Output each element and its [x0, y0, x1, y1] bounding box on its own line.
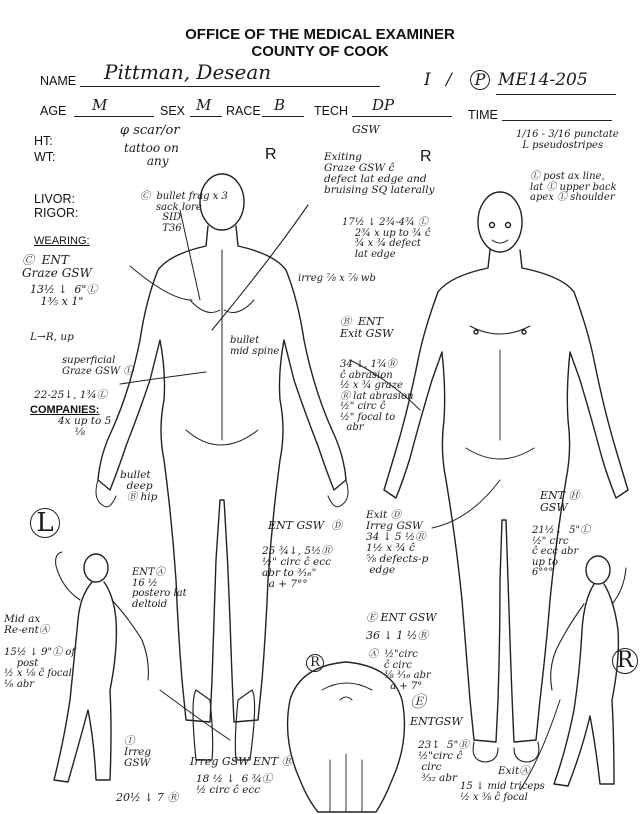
- entgsw-label: ENTGSW: [410, 715, 463, 728]
- bullet-mid-spine-note: bullet mid spine: [230, 335, 280, 357]
- ht-note: φ scar/or: [120, 123, 180, 138]
- form-title-office: OFFICE OF THE MEDICAL EXAMINER: [185, 26, 455, 43]
- tech-value: DP: [372, 96, 395, 114]
- irregular-wound-note: irreg ⅞ x ⅞ wb: [298, 273, 376, 284]
- case-mark-p: P: [470, 70, 490, 90]
- time-label: TIME: [468, 108, 498, 122]
- e-entry-gsw-note: Ⓔ ENT GSW: [366, 611, 437, 624]
- h-entry-note: ENT Ⓗ GSW: [540, 489, 580, 514]
- head-right-marker: R: [306, 654, 324, 672]
- i-bottom-measurement: 20½ ↓ 7 Ⓡ: [116, 791, 179, 804]
- right-marker-front: R: [420, 148, 432, 165]
- livor-label: LIVOR:: [34, 192, 75, 206]
- right-marker-back: R: [265, 146, 277, 163]
- wt-label: WT:: [34, 150, 56, 164]
- companies-label: COMPANIES:: [30, 404, 100, 416]
- superficial-graze-note: superficial Graze GSW Ⓛ: [62, 355, 134, 377]
- reentry-measurements: 15½ ↓ 9"Ⓛ of post ½ x ⅛ ĉ focal ⅟₆ abr: [4, 647, 76, 690]
- e-entry-measurements: 36 ↓ 1 ½Ⓡ: [366, 629, 429, 642]
- gsw-top-note: GSW: [352, 123, 380, 136]
- left-side-marker: L: [30, 508, 60, 538]
- a-exit-measurements: 15 ↓ mid triceps ½ x ⅜ ĉ focal: [460, 781, 545, 803]
- d-exit-irregular-note: Exit Ⓓ Irreg GSW 34 ↓ 5 ½Ⓡ 1½ x ¾ ĉ ⅝ defects-p edge: [366, 509, 429, 577]
- sex-value: M: [196, 96, 212, 114]
- ht-label: HT:: [34, 134, 53, 148]
- d-entry-gsw-note: ENT GSW Ⓓ: [268, 519, 343, 532]
- c-entry-graze-note: Ⓒ ENT Graze GSW: [22, 253, 92, 280]
- name-value: Pittman, Desean: [104, 60, 272, 84]
- case-mark-i: I: [424, 70, 431, 90]
- post-ax-line-note: Ⓛ post ax line, lat Ⓛ upper back apex Ⓛ shoulder: [530, 171, 617, 203]
- depth-measurement-note: 22-25↓, 1¾Ⓛ: [34, 389, 108, 401]
- b-entry-note: Ⓑ ENT Exit GSW: [340, 315, 394, 340]
- exiting-graze-note: Exiting Graze GSW ĉ defect lat edge and bruising SQ laterally: [324, 151, 435, 197]
- case-number: ME14-205: [498, 70, 588, 90]
- up-to-note: 4x up to 5 ⅛: [58, 415, 112, 439]
- age-value: M: [92, 96, 108, 114]
- race-value: B: [274, 96, 286, 114]
- case-separator: /: [446, 70, 452, 90]
- b-entry-measurements: 34 ↓, 1¾Ⓡ ĉ abrasion ½ x ¾ graze Ⓡ lat abrasion ½" circ ĉ ½" focal to abr: [340, 359, 414, 433]
- i-irregular-gsw-note: Ⓘ Irreg GSW: [124, 735, 152, 770]
- rigor-label: RIGOR:: [34, 206, 79, 220]
- mid-ax-reentry-note: Mid ax Re-entⒶ: [4, 613, 50, 637]
- bullet-frag-note: Ⓒ bullet frag x 3 sack lore SID T36: [140, 191, 228, 234]
- e-circle-marker: Ⓔ: [410, 692, 427, 711]
- wearing-label: WEARING:: [34, 235, 90, 247]
- b-irregular-entry-note: Irreg GSW ENT Ⓑ: [190, 755, 293, 768]
- a-entry-deltoid-note: ENTⒶ 16 ½ postero lat deltoid: [132, 567, 187, 610]
- age-label: AGE: [40, 104, 67, 118]
- direction-note: L→R, up: [30, 331, 74, 343]
- bullet-deep-hip-note: bullet deep Ⓑ hip: [120, 469, 158, 504]
- a-exit-note: ExitⒶ: [498, 765, 530, 777]
- punctate-note: 1/16 - 3/16 punctate L pseudostripes: [516, 129, 619, 151]
- a-circular-wound-note: Ⓐ ½"circ ĉ circ ⅜ ³⁄₁₆ abr a + 7°: [368, 649, 431, 692]
- right-side-figure: [551, 556, 626, 786]
- d-entry-measurements: 25 ¾↓, 5½Ⓡ ½" circ ĉ ecc abr to ³⁄₁₆" a + 7°°: [262, 545, 332, 591]
- sex-label: SEX: [160, 104, 186, 118]
- right-side-marker: R: [612, 648, 638, 674]
- tech-label: TECH: [314, 104, 349, 118]
- name-label: NAME: [40, 74, 77, 88]
- h-entry-measurements: 21½↓ 5"Ⓛ ½" circ ĉ ecc abr up to 6°°°: [532, 525, 591, 578]
- c-entry-measurements: 13½ ↓ 6"Ⓛ 1⅗ x 1": [30, 283, 98, 308]
- race-label: RACE: [226, 104, 261, 118]
- exiting-measurements: 17½ ↓ 2¾-4¾ Ⓛ 2¾ x up to ¾ ĉ ¾ x ¾ defect lat edge: [342, 217, 431, 260]
- e2-measurements: 23↕ 5"Ⓡ ½"circ ĉ circ ³⁄₃₂ abr: [418, 739, 469, 785]
- form-title-county: COUNTY OF COOK: [251, 43, 389, 60]
- wt-note: tattoo on any: [124, 141, 179, 168]
- b-irregular-entry-measurements: 18 ½ ↓ 6 ¾Ⓛ ½ circ ĉ ecc: [196, 773, 273, 797]
